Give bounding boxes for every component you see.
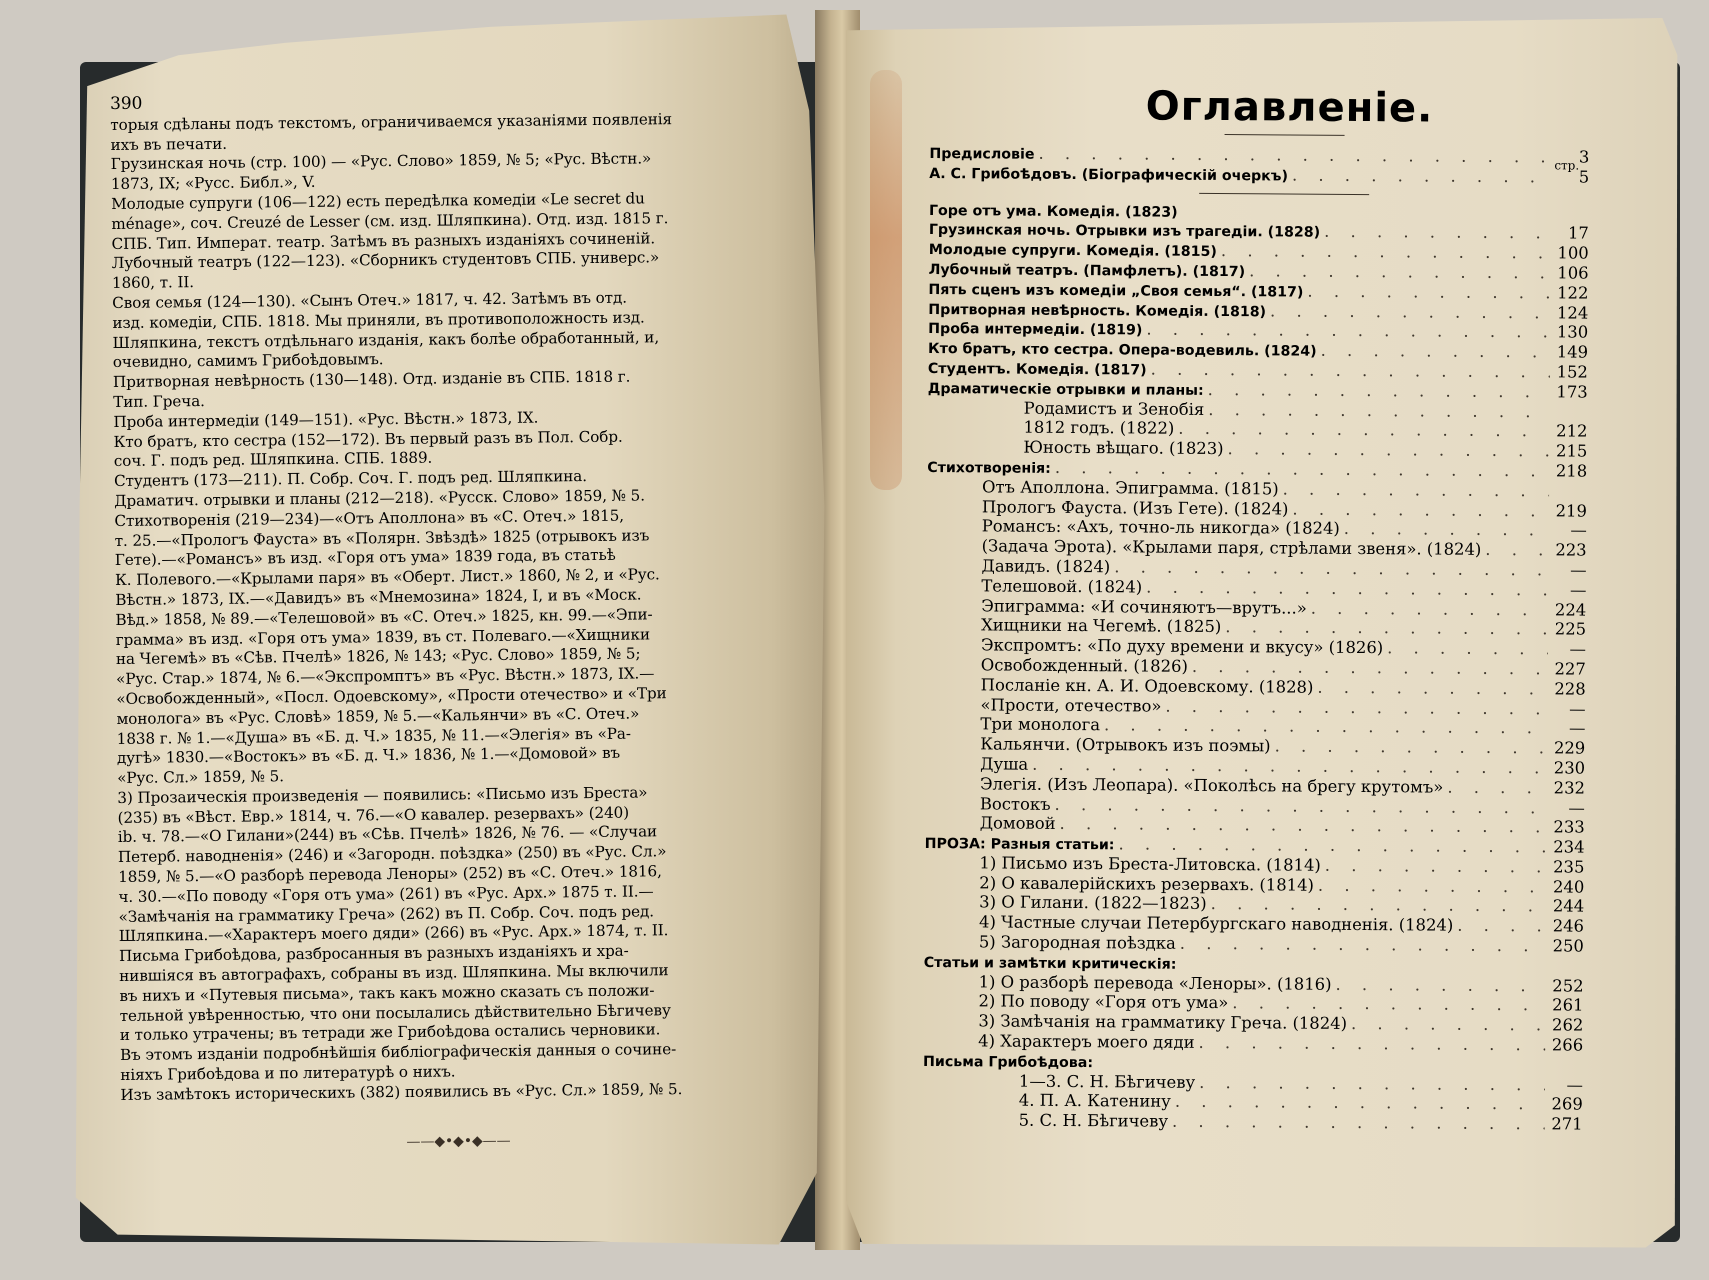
toc-entry-page: — [1569, 698, 1586, 719]
text-line: нившіяся въ автографахъ, собраны въ изд. Шляпкина. Мы включили [119, 961, 669, 986]
toc-entry-title: А. С. Грибоѣдовъ. (Біографическій очеркъ) [929, 165, 1289, 185]
text-line: Грузинская ночь (стр. 100) — «Рус. Слово» 1859, № 5; «Рус. Вѣстн.» [110, 149, 652, 174]
toc-entry-title: Студентъ. Комедія. (1817) [927, 360, 1147, 379]
toc-entry-page: — [1570, 560, 1587, 580]
leader-dots [1165, 696, 1547, 718]
leader-dots [1325, 856, 1547, 877]
toc-entry-title: 3) Замѣчанія на грамматику Греча. (1824) [978, 1011, 1348, 1034]
text-line: 1873, IX; «Русс. Библ.», V. [110, 173, 316, 194]
leader-dots [1232, 994, 1545, 1016]
page-column-label: стр. [1554, 158, 1580, 173]
toc-entry-title: Три монолога [980, 714, 1101, 735]
text-line: Гете).—«Романсъ» въ изд. «Горя отъ ума» 1839 года, въ статьѣ [114, 546, 616, 570]
left-page-text [110, 88, 796, 1155]
text-line: и только утрачены; въ тетради же Грибоѣдова остались черновики. [119, 1020, 661, 1045]
toc-entry-page: 269 [1551, 1094, 1583, 1115]
toc-heading: Оглавленіе. [1145, 83, 1434, 132]
text-line: монолога» въ «Рус. Словѣ» 1859, № 5.—«Кальянчи» въ «С. Отеч.» [116, 704, 640, 728]
toc-entry [929, 163, 1589, 187]
leader-dots [1038, 144, 1551, 167]
toc-entry-page: 230 [1553, 758, 1586, 778]
text-line: «Рус. Сл.» 1859, № 5. [117, 767, 284, 788]
toc-entry-page: 227 [1554, 659, 1586, 679]
toc-entry-page: — [1569, 580, 1587, 600]
toc-entry-title: 1) Письмо изъ Бреста-Литовска. (1814) [979, 853, 1321, 875]
text-line: 1838 г. № 1.—«Душа» въ «Б. д. Ч.» 1835, № 11.—«Элегія» въ «Ра- [116, 724, 631, 748]
toc-entry-page: 233 [1553, 817, 1585, 837]
leader-dots [1321, 341, 1551, 362]
text-line: «Замѣчанія на грамматику Греча» (262) въ П. Собр. Соч. подъ ред. [118, 902, 655, 926]
text-line: ib. ч. 78.—«О Гилани»(244) въ «Сѣв. Пчелѣ» 1826, № 76. — «Случаи [117, 822, 658, 847]
leader-dots [1324, 222, 1551, 243]
toc-entry-page: — [1570, 520, 1587, 540]
toc-entry-page: 212 [1556, 421, 1588, 441]
toc-entry-page: — [1569, 639, 1587, 659]
text-line: «Рус. Стар.» 1874, № 6.—«Экспромптъ» въ «Рус. Вѣстн.» 1873, IX.— [116, 664, 655, 689]
toc-entry [928, 338, 1588, 362]
toc-entry-page: 224 [1554, 599, 1587, 620]
toc-entry-title: Горе отъ ума. Комедія. (1823) [928, 202, 1178, 221]
text-line: Петерб. наводненія» (246) и «Загородн. поѣздка» (250) въ «Рус. Сл.» [117, 842, 667, 867]
heading-rule [1225, 134, 1345, 136]
text-line: Изъ замѣтокъ историческихъ (382) появились въ «Рус. Сл.» 1859, № 5. [120, 1079, 683, 1104]
text-line: соч. Г. подъ ред. Шляпкина. СПБ. 1889. [113, 448, 433, 471]
leader-dots [1292, 165, 1551, 187]
toc-entry-title: Отъ Аполлона. Эпиграмма. (1815) [982, 477, 1279, 499]
ornament-divider: ——◆•◆•◆—— [406, 1132, 511, 1150]
toc-entry-page: 234 [1553, 837, 1585, 857]
toc-entry-title: Экспромтъ: «По духу времени и вкусу» (1826) [980, 635, 1384, 658]
toc-entry-page: 122 [1557, 283, 1589, 303]
toc-entry-title: Телешовой. (1824) [981, 576, 1143, 597]
text-line: торыя сдѣланы подъ текстомъ, ограничиваемся указаніями появленія [110, 109, 673, 134]
toc-entry-title: 1) О разборѣ перевода «Леноры». (1816) [978, 972, 1332, 994]
edge-stain [870, 70, 902, 490]
toc-entry-title: Грузинская ночь. Отрывки изъ трагедіи. (1828) [928, 222, 1321, 242]
toc-entry-page: 250 [1552, 936, 1584, 956]
toc-entry-title: Статьи и замѣтки критическія: [923, 954, 1177, 973]
text-line: Въ этомъ изданіи подробнѣйшія библіографическія данныя о сочине- [119, 1040, 677, 1065]
toc-entry-page: 124 [1556, 302, 1589, 323]
text-line: дугѣ» 1830.—«Востокъ» въ «Б. д. Ч.» 1836, № 1.—«Домовой» въ [116, 743, 621, 768]
toc-entry [929, 143, 1589, 167]
leader-dots [1146, 320, 1550, 343]
text-line: Студентъ (173—211). П. Собр. Соч. Г. подъ ред. Шляпкина. [113, 467, 587, 491]
toc-entry-title: Родамистъ и Зенобія [1023, 398, 1205, 419]
toc-entry-title: 1812 годъ. (1822) [1023, 418, 1175, 439]
text-line: Своя семья (124—130). «Сынъ Отеч.» 1817, ч. 42. Затѣмъ въ отд. [112, 288, 628, 312]
toc-entry-title: Эпиграмма: «И сочиняютъ—врутъ...» [981, 595, 1307, 618]
text-line: грамма» въ изд. «Горя отъ ума» 1839, въ ст. Полеваго.—«Хищники [115, 624, 651, 649]
leader-dots [1228, 439, 1550, 461]
text-line: т. 25.—«Прологъ Фауста» въ «Полярн. Звѣздѣ» 1825 (отрывокъ изъ [114, 525, 650, 550]
leader-dots [1317, 677, 1547, 698]
toc-entry-title: Драматическіе отрывки и планы: [927, 380, 1204, 399]
text-line: Письма Грибоѣдова, разбросанныя въ разныхъ изданіяхъ и хра- [118, 941, 629, 966]
leader-dots [1221, 241, 1551, 263]
toc-entry-page: 149 [1556, 342, 1589, 362]
toc-entry-title: 3) О Гилани. (1822—1823) [979, 892, 1207, 914]
toc-entry-title: Романсъ: «Ахъ, точно-ль никогда» (1824) [981, 516, 1340, 539]
toc-entry-page: 219 [1555, 500, 1588, 521]
text-line: «Освобожденный», «Посл. Одоевскому», «Прости отечество» и «Три [116, 684, 667, 708]
toc-entry-title: 5) Загородная поѣздка [978, 932, 1176, 953]
text-line: К. Полевого.—«Крылами паря» въ «Оберт. Лист.» 1860, № 2, и «Рус. [114, 565, 660, 590]
text-line: ихъ въ печати. [110, 134, 227, 154]
toc-entry-title: (Задача Эрота). «Крылами паря, стрѣлами звеня». (1824) [981, 536, 1482, 560]
toc-entry-page: 235 [1553, 857, 1585, 877]
toc-entry-page: 240 [1552, 877, 1585, 897]
leader-dots [1172, 1112, 1545, 1134]
leader-dots [1344, 519, 1549, 540]
toc-entry-title: Притворная невѣрность. Комедія. (1818) [928, 301, 1267, 320]
leader-dots [1175, 1092, 1545, 1114]
text-line: СПБ. Тип. Императ. театр. Затѣмъ въ разныхъ изданіяхъ сочиненій. [111, 228, 656, 253]
text-line: 1859, № 5.—«О разборѣ перевода Леноры» (252) въ «С. Отеч.» 1816, [118, 862, 662, 887]
toc-entry-page: 106 [1557, 263, 1589, 283]
toc-entry-page: 17 [1567, 223, 1589, 243]
text-line: Вѣстн.» 1873, IX.—«Давидъ» въ «Мнемозина» 1824, I, и въ «Моск. [115, 585, 642, 609]
toc-entry-title: Посланіе кн. А. И. Одоевскому. (1828) [980, 675, 1314, 697]
toc-entry-title: Душа [980, 754, 1029, 774]
toc-entry-page: 252 [1552, 976, 1584, 996]
text-line: тельной увѣренностью, что они посылались дѣйствительно Бѣгичеву [119, 1000, 671, 1025]
toc-entry-title: Востокъ [979, 793, 1051, 814]
leader-dots [1318, 875, 1547, 896]
toc-entry-page: 215 [1555, 441, 1588, 461]
toc-entry-page: — [1566, 1075, 1583, 1095]
toc-entry-title: Юность вѣщаго. (1823) [1023, 437, 1224, 459]
page-number: 390 [109, 93, 143, 114]
leader-dots [1225, 617, 1548, 639]
leader-dots [1307, 281, 1550, 302]
toc-entry [929, 219, 1589, 243]
text-line: на Чегемѣ» въ «Сѣв. Пчелѣ» 1826, № 143; «Рус. Слово» 1859, № 5; [115, 644, 641, 669]
text-line: (235) въ «Вѣст. Евр.» 1814, ч. 76.—«О кавалер. резервахъ» (240) [117, 803, 630, 827]
leader-dots [1387, 638, 1548, 659]
toc-entry-title: Лубочный театръ. (Памфлетъ). (1817) [928, 261, 1246, 281]
toc-entry-page: 271 [1551, 1114, 1583, 1134]
text-line: Стихотворенія (219—234)—«Отъ Аполлона» въ «С. Отеч.» 1815, [114, 506, 625, 530]
toc-entry [928, 358, 1588, 382]
leader-dots [1351, 1014, 1545, 1035]
toc-entry-title: 4) Частные случаи Петербургскаго наводненія. (1824) [978, 912, 1454, 935]
leader-dots [1146, 577, 1548, 600]
toc-entry [929, 259, 1589, 283]
leader-dots [1485, 540, 1548, 560]
text-line: Шляпкина.—«Характеръ моего дяди» (266) въ «Рус. Арх.» 1874, т. II. [118, 921, 669, 946]
leader-dots [1275, 737, 1548, 759]
text-line: Драматич. отрывки и планы (212—218). «Русск. Слово» 1859, № 5. [114, 486, 646, 510]
toc-entry-page: 173 [1556, 382, 1588, 402]
toc-entry-page: — [1568, 797, 1585, 818]
leader-dots [1335, 975, 1545, 996]
leader-dots [1283, 479, 1550, 501]
toc-entry-title: Давидъ. (1824) [981, 556, 1111, 577]
toc-entry-title: Прологъ Фауста. (Изъ Гете). (1824) [981, 496, 1289, 519]
text-line: 3) Прозаическія произведенія — появились: «Письмо изъ Бреста» [117, 783, 648, 807]
toc-entry-title: 1—3. С. Н. Бѣгичеву [1018, 1071, 1196, 1092]
text-line: очевидно, самимъ Грибоѣдовымъ. [112, 350, 384, 372]
toc-entry-page: 244 [1552, 896, 1585, 917]
toc-entry-title: Элегія. (Изъ Леопара). «Поколѣсь на брегу крутомъ» [979, 774, 1444, 797]
leader-dots [1211, 894, 1547, 916]
toc-entry-page: — [1568, 718, 1586, 738]
toc-entry-title: Молодые супруги. Комедія. (1815) [928, 242, 1217, 261]
toc-entry-title: Стихотворенія: [927, 459, 1051, 477]
toc-entry-title: Проба интермедіи. (1819) [928, 321, 1143, 339]
toc-entries [923, 200, 1589, 1135]
text-line: Тип. Греча. [113, 391, 205, 411]
toc-entry-title: Домовой [979, 813, 1056, 834]
toc-entry-title: Письма Грибоѣдова: [923, 1053, 1094, 1072]
toc-entry-title: 4. П. А. Катенину [1018, 1091, 1171, 1112]
toc-entry-title: 2) По поводу «Горя отъ ума» [978, 991, 1229, 1013]
text-line: Кто братъ, кто сестра (152—172). Въ первый разъ въ Пол. Собр. [113, 427, 623, 451]
toc-front-matter [929, 143, 1589, 187]
toc-entry-title: 4) Характеръ моего дяди [978, 1031, 1195, 1052]
toc-entry-page: 218 [1555, 461, 1588, 481]
toc-entry-page: 225 [1554, 619, 1587, 639]
toc-entry-page: 232 [1553, 778, 1586, 798]
text-line: изд. комедіи, СПБ. 1818. Мы приняли, въ противоположность изд. [112, 308, 645, 332]
leader-dots [1208, 400, 1550, 422]
leader-dots [1178, 419, 1549, 441]
text-line: ч. 30.—«По поводу «Горя отъ ума» (261) въ «Рус. Арх.» 1875 т. II.— [118, 882, 654, 906]
text-line: Проба интермедіи (149—151). «Рус. Вѣстн.» 1873, IX. [113, 408, 539, 431]
toc-entry-page: 229 [1553, 738, 1586, 758]
leader-dots [1457, 916, 1546, 936]
toc-entry-page: 266 [1551, 1035, 1584, 1055]
toc-entry-page: 3 [1578, 147, 1590, 167]
toc-entry-title: ПРОЗА: Разныя статьи: [924, 836, 1115, 854]
text-line: Молодые супруги (106—122) есть передѣлка комедіи «Le secret du [111, 189, 645, 213]
leader-dots [1192, 657, 1548, 679]
toc-entry-page: 5 [1578, 167, 1590, 187]
text-line: Вѣд.» 1858, № 89.—«Телешовой» въ «С. Отеч.» 1825, кн. 99.—«Эпи- [115, 605, 653, 629]
text-line: ménage», соч. Creuzé de Lesser (см. изд. Шляпкина). Отд. изд. 1815 г. [111, 208, 669, 233]
text-line: Притворная невѣрность (130—148). Отд. изданіе въ СПБ. 1818 г. [112, 367, 631, 392]
table-of-contents [923, 70, 1590, 1135]
front-matter-rule [1199, 192, 1369, 194]
toc-entry-title: Предисловіе [929, 145, 1035, 163]
text-line: ніяхъ Грибоѣдова и по литературѣ о нихъ. [120, 1062, 456, 1084]
toc-entry-page: 223 [1555, 540, 1587, 560]
toc-entry [929, 200, 1589, 224]
toc-entry [929, 239, 1589, 263]
leader-dots [1447, 777, 1547, 797]
leader-dots [1180, 934, 1546, 956]
toc-entry-title: «Прости, отечество» [980, 694, 1162, 716]
toc-entry-page: 100 [1557, 243, 1589, 263]
toc-entry [928, 299, 1588, 323]
leader-dots [1208, 380, 1550, 402]
notes-paragraphs [110, 109, 795, 1106]
leader-dots [1151, 360, 1550, 383]
leader-dots [1292, 499, 1549, 521]
leader-dots [1270, 301, 1550, 323]
leader-dots [1198, 1033, 1545, 1055]
toc-entry-page: 262 [1551, 1015, 1584, 1035]
leader-dots [1199, 1073, 1545, 1095]
toc-entry-page: 246 [1552, 916, 1585, 936]
toc-entry-title: Хищники на Чегемѣ. (1825) [981, 615, 1222, 637]
toc-entry-title: 5. С. Н. Бѣгичеву [1018, 1110, 1169, 1131]
toc-entry-title: Кальянчи. (Отрывокъ изъ поэмы) [980, 734, 1271, 756]
toc-entry-page: 261 [1552, 995, 1584, 1016]
toc-entry-title: Пять сценъ изъ комедіи „Своя семья“. (1817) [928, 281, 1304, 301]
toc-entry [928, 318, 1588, 342]
text-line: Лубочный театръ (122—123). «Сборникъ студентовъ СПБ. универс.» [111, 248, 660, 273]
toc-entry [928, 279, 1588, 303]
leader-dots [1249, 261, 1551, 283]
toc-entry-page: 152 [1556, 362, 1588, 382]
leader-dots [1311, 598, 1549, 619]
text-line: Шляпкина, текстъ отдѣльнаго изданія, какъ болѣе обработанный, и, [112, 327, 660, 352]
toc-entry-title: Освобожденный. (1826) [980, 655, 1188, 676]
toc-entry-title: Кто братъ, кто сестра. Опера-водевиль. (1824) [927, 341, 1317, 360]
toc-entry-page: 130 [1556, 322, 1589, 342]
toc-entry-page: 228 [1554, 679, 1586, 699]
toc-entry-title: 2) О кавалерійскихъ резервахъ. (1814) [979, 873, 1315, 895]
text-line: 1860, т. II. [111, 273, 195, 293]
text-line: въ нихъ и «Путевыя письма», такъ какъ можно сказать съ положи- [119, 981, 655, 1005]
